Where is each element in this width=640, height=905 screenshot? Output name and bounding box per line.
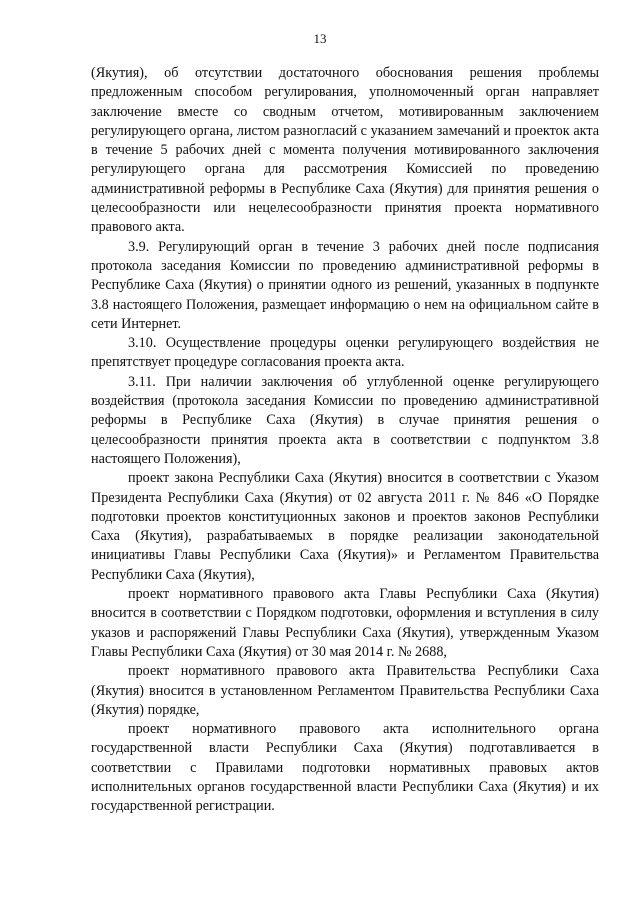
paragraph-law-draft: проект закона Республики Саха (Якутия) вносится в соответствии с Указом Президента Республики Саха (Якутия) от 02 августа 2011 г. № 846 «О Порядке подготовки проектов конституционных законов и проектов законов Республики Саха (Якутия), разрабатываемых в порядке реализации законодательной инициативы Главы Республики Саха (Якутия)» и Регламентом Правительства Республики Саха (Якутия), bbox=[91, 470, 599, 583]
paragraph-head-act-draft: проект нормативного правового акта Главы Республики Саха (Якутия) вносится в соответствии с Порядком подготовки, оформления и вступления в силу указов и распоряжений Главы Республики Саха (Якутия), утвержденным Указом Главы Республики Саха (Якутия) от 30 мая 2014 г. № 2688, bbox=[91, 586, 599, 660]
paragraph-3-9: 3.9. Регулирующий орган в течение 3 рабочих дней после подписания протокола заседания Комиссии по проведению административной реформы в Республике Саха (Якутия) о принятии одного из решений, указанных в подпункте 3.8 настоящего Положения, размещает информацию о нем на официальном сайте в сети Интернет. bbox=[91, 238, 599, 332]
paragraph-government-act-draft: проект нормативного правового акта Правительства Республики Саха (Якутия) вносится в установленном Регламентом Правительства Республики Саха (Якутия) порядке, bbox=[91, 663, 599, 718]
document-body bbox=[91, 64, 599, 817]
paragraph-executive-body-act-draft: проект нормативного правового акта исполнительного органа государственной власти Республики Саха (Якутия) подготавливается в соответствии с Правилами подготовки нормативных правовых актов исполнительных органов государственной власти Республики Саха (Якутия) и их государственной регистрации. bbox=[91, 721, 599, 815]
paragraph-continuation: (Якутия), об отсутствии достаточного обоснования решения проблемы предложенным способом регулирования, уполномоченный орган направляет заключение вместе со сводным отчетом, мотивированным заключением регулирующего органа, листом разногласий с указанием замечаний и проекток акта в течение 5 рабочих дней с момента получения мотивированного заключения регулирующего органа для рассмотрения Комиссией по проведению административной реформы в Республике Саха (Якутия) для принятия решения о целесообразности или нецелесообразности принятия проекта нормативного правового акта. bbox=[91, 65, 599, 236]
page-number: 13 bbox=[313, 31, 327, 46]
paragraph-3-11: 3.11. При наличии заключения об углубленной оценке регулирующего воздействия (протокола заседания Комиссии по проведению административной реформы в Республике Саха (Якутия) в случае принятия решения о целесообразности принятия проекта акта в соответствии с подпунктом 3.8 настоящего Положения), bbox=[91, 373, 599, 467]
paragraph-3-10: 3.10. Осуществление процедуры оценки регулирующего воздействия не препятствует процедуре согласования проекта акта. bbox=[91, 335, 599, 371]
